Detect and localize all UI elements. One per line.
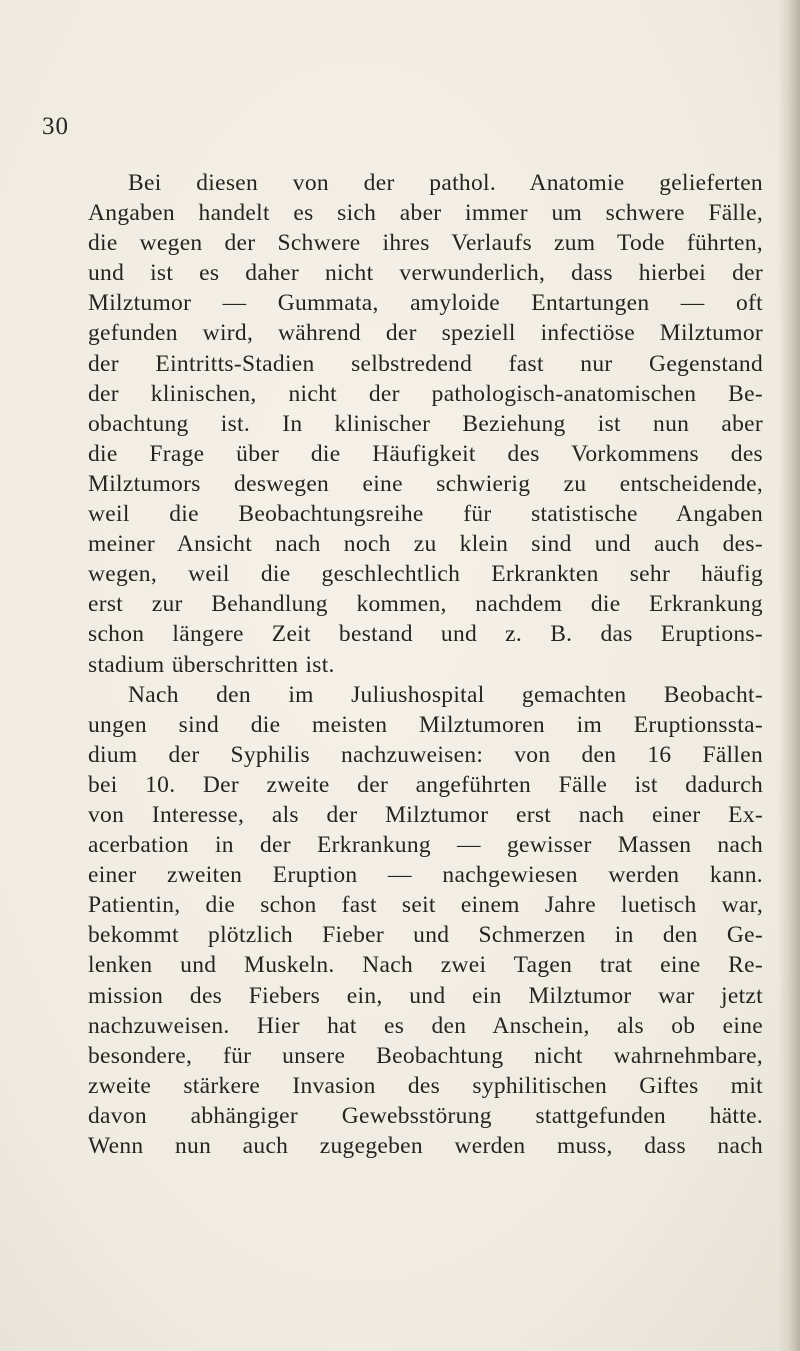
text-line: wegen, weil die geschlechtlich Erkrankten sehr häufig bbox=[88, 561, 763, 588]
text-line: die Frage über die Häufigkeit des Vorkommens des bbox=[88, 440, 763, 467]
text-line: lenken und Muskeln. Nach zwei Tagen trat eine Re- bbox=[88, 952, 763, 979]
text-line: Nach den im Juliushospital gemachten Beobacht- bbox=[128, 681, 763, 708]
text-line: acerbation in der Erkrankung — gewisser Massen nach bbox=[88, 832, 763, 859]
text-line: der Eintritts-Stadien selbstredend fast nur Gegenstand bbox=[88, 350, 763, 377]
text-line: einer zweiten Eruption — nachgewiesen werden kann. bbox=[88, 862, 763, 889]
text-line: weil die Beobachtungsreihe für statistische Angaben bbox=[88, 501, 763, 528]
text-line: und ist es daher nicht verwunderlich, dass hierbei der bbox=[88, 260, 763, 287]
text-line: davon abhängiger Gewebsstörung stattgefunden hätte. bbox=[88, 1102, 763, 1129]
text-line: Patientin, die schon fast seit einem Jahre luetisch war, bbox=[88, 892, 763, 919]
text-line: schon längere Zeit bestand und z. B. das Eruptions- bbox=[88, 621, 763, 648]
text-line: Milztumors deswegen eine schwierig zu entscheidende, bbox=[88, 470, 763, 497]
page-number: 30 bbox=[42, 113, 69, 140]
text-line: der klinischen, nicht der pathologisch-anatomischen Be- bbox=[88, 380, 763, 407]
text-line: Milztumor — Gummata, amyloide Entartungen — oft bbox=[88, 290, 763, 317]
text-line: gefunden wird, während der speziell infectiöse Milztumor bbox=[88, 320, 763, 347]
page-edge-shadow bbox=[778, 0, 800, 1351]
text-line: mission des Fiebers ein, und ein Milztumor war jetzt bbox=[88, 982, 763, 1009]
text-line: dium der Syphilis nachzuweisen: von den 16 Fällen bbox=[88, 741, 763, 768]
text-line: Angaben handelt es sich aber immer um schwere Fälle, bbox=[88, 200, 763, 227]
text-line: stadium überschritten ist. bbox=[88, 651, 335, 678]
text-line: meiner Ansicht nach noch zu klein sind und auch des- bbox=[88, 531, 763, 558]
text-line: Bei diesen von der pathol. Anatomie gelieferten bbox=[128, 170, 763, 196]
text-line: nachzuweisen. Hier hat es den Anschein, als ob eine bbox=[88, 1012, 763, 1039]
text-line: bei 10. Der zweite der angeführten Fälle ist dadurch bbox=[88, 771, 763, 798]
text-line: ungen sind die meisten Milztumoren im Eruptionssta- bbox=[88, 711, 763, 738]
text-line: bekommt plötzlich Fieber und Schmerzen in den Ge- bbox=[88, 922, 763, 949]
text-line: obachtung ist. In klinischer Beziehung ist nun aber bbox=[88, 410, 763, 437]
text-line: besondere, für unsere Beobachtung nicht wahrnehmbare, bbox=[88, 1042, 763, 1069]
text-line: Wenn nun auch zugegeben werden muss, dass nach bbox=[88, 1133, 763, 1159]
text-line: zweite stärkere Invasion des syphilitischen Giftes mit bbox=[88, 1072, 763, 1099]
text-line: erst zur Behandlung kommen, nachdem die Erkrankung bbox=[88, 591, 763, 618]
text-line: die wegen der Schwere ihres Verlaufs zum Tode führten, bbox=[88, 230, 763, 257]
body-text bbox=[88, 168, 763, 1161]
text-line: von Interesse, als der Milztumor erst nach einer Ex- bbox=[88, 801, 763, 828]
